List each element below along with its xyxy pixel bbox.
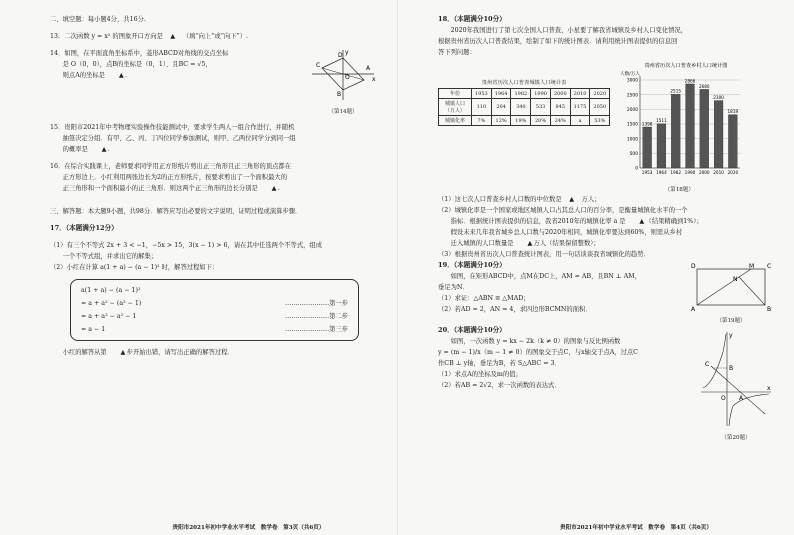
box-line-3: [81, 323, 348, 336]
bar-value-label: 2866: [684, 78, 696, 84]
table-cell: 7%: [472, 116, 492, 126]
q14-line-3: 则点A的坐标是 ▲.: [62, 72, 127, 79]
q18-part2-line4: [438, 238, 774, 249]
step-label: …………………第一步: [285, 300, 348, 307]
q14-text: 则点A的坐标是: [62, 72, 105, 79]
answer-blank: ▲: [271, 185, 277, 192]
table-cell: 110: [472, 99, 492, 116]
y-tick-label: 2500: [626, 93, 639, 99]
table-cell: 2000: [550, 89, 570, 99]
box-expr: = a + a² − (a² − 1): [81, 300, 142, 307]
label-A: A: [739, 395, 744, 402]
q17-part2: （2）小红在计算 a(1 + a) − (a − 1)² 时，解答过程如下：: [50, 264, 219, 271]
rural-chart-block: [618, 60, 744, 186]
table-cell: 53%: [590, 116, 610, 126]
x-tick-label: 1953: [641, 170, 653, 175]
q16-line-3: 正三角形和一个面积最小的正三角形．则这两个正三角形的边长分别是 ▲.: [62, 185, 280, 192]
rural-population-chart: [618, 60, 744, 182]
figure-19-caption: （第19题）: [716, 318, 746, 324]
table-row-urban-pop: [439, 99, 610, 116]
label-O: O: [345, 74, 350, 81]
q13-tail: （填“向上”或“向下”）.: [182, 33, 249, 40]
label-M: M: [749, 263, 755, 270]
q20-part2: （2）若AB = 2√2，求一次函数的表达式．: [438, 382, 561, 389]
step-label: …………………第二步: [285, 313, 348, 320]
table-cell: 1175: [570, 99, 590, 116]
table-cell: 20%: [531, 116, 551, 126]
q18-2-text2: 迁入城镇的人口数量是: [450, 240, 514, 247]
bar: [700, 89, 709, 168]
label-B: B: [767, 306, 772, 313]
bar: [657, 124, 666, 168]
q18-2-tail2: 万人（结果保留整数）；: [533, 240, 600, 247]
answer-blank: ▲: [639, 218, 645, 225]
q16-text: 正三角形和一个面积最小的正三角形．则这两个正三角形的边长分别是: [62, 185, 258, 192]
urban-population-table: [438, 88, 610, 126]
label-D: D: [691, 263, 696, 270]
section-2-heading: 二、填空题：每小题4分，共16分.: [50, 16, 146, 23]
box-expr: = a + a² − a² − 1: [81, 313, 137, 320]
answer-blank: ▲: [569, 196, 575, 203]
footer-page-3: 贵阳市2021年初中学业水平考试 数学卷 第3页（共6页）: [172, 525, 325, 531]
label-B: B: [337, 91, 342, 98]
q15-line-3: 的概率是 ▲.: [62, 146, 110, 153]
figure-20: [698, 330, 774, 442]
q18-2-text: 指标．根据统计图表提供的信息，我省2010年的城镇化率 a 是: [450, 218, 626, 225]
x-tick-label: 2020: [727, 170, 739, 175]
bar: [671, 94, 680, 168]
q19-line-2: 垂足为N．: [438, 284, 469, 291]
q20-line-3: 作CB ⊥ y轴，垂足为B，若 S△ABC = 3．: [438, 360, 561, 367]
q18-part2-line1: （2）城镇化率是一个国家或地区城镇人口占其总人口的百分率，是衡量城镇化水平的一个: [438, 207, 688, 214]
bar-value-label: 1398: [641, 121, 653, 127]
label-C: C: [705, 361, 710, 368]
label-x: x: [372, 76, 376, 83]
q20-line-2: y = (m − 1)/x（m − 1 ≠ 0）的图象交于点C，与x轴交于点A，过点C: [438, 349, 639, 356]
q18-intro-3: 答下列问题：: [438, 49, 476, 56]
section-3-heading: 三、解答题：本大题9小题，共98分．解答应写出必要的文字说明、证明过程或演算步骤．: [50, 208, 302, 215]
box-line-1: [81, 297, 348, 310]
question-14: [50, 48, 379, 116]
bar-value-label: 1819: [727, 109, 739, 115]
label-C: C: [767, 263, 772, 270]
rhombus-diagram: [308, 48, 378, 104]
answer-blank: ▲: [120, 349, 126, 356]
q20-heading: 20．（本题满分10分）: [438, 326, 506, 334]
box-expr: a(1 + a) − (a − 1)²: [81, 287, 141, 294]
rectangle-diagram: [689, 261, 773, 313]
figure-14-caption: （第14题）: [328, 109, 358, 115]
q13-text: 13．二次函数 y = x² 的图象开口方向是: [50, 33, 163, 40]
x-tick-label: 1964: [656, 170, 667, 175]
bar-value-label: 2680: [699, 83, 710, 89]
solution-box: [70, 279, 359, 341]
q18-1-text: （1）这七次人口普查乡村人口数的中位数是: [438, 196, 562, 203]
y-tick-label: 2000: [626, 107, 639, 113]
figure-20-caption: （第20题）: [721, 435, 751, 441]
label-D: D: [338, 52, 343, 59]
table-title: 贵州省历次人口普查城镇人口统计表: [481, 80, 567, 86]
bar: [686, 84, 695, 168]
table-row-header: [439, 89, 610, 99]
figure-18-caption: （第18题）: [664, 187, 694, 193]
label-x: x: [767, 385, 771, 392]
q18-heading: 18．（本题满分10分）: [438, 15, 506, 23]
box-line-0: [81, 284, 348, 297]
q19-line-1: 如图，在矩形ABCD中，点M在DC上，AM = AB，且BN ⊥ AM，: [450, 273, 642, 280]
y-tick-label: 1500: [626, 122, 639, 128]
urban-table-block: [438, 78, 610, 126]
q17-tail: [50, 347, 379, 358]
answer-blank: ▲: [101, 146, 107, 153]
q20-line-1: 如图，一次函数 y = kx − 2k（k ≠ 0）的图象与反比例函数: [450, 338, 621, 345]
question-13: [50, 31, 379, 42]
q18-part1: [438, 194, 774, 205]
bar-value-label: 2300: [713, 95, 725, 101]
q19-heading: 19．（本题满分10分）: [438, 261, 506, 269]
table-cell: 城镇人口（万人）: [439, 99, 472, 116]
q17-tail-text2: 步开始出错，请写出正确的解答过程．: [126, 349, 234, 356]
page-4: [397, 0, 794, 535]
q18-2-tail: （结果精确到1%）；: [645, 218, 703, 225]
table-cell: 城镇化率: [439, 116, 472, 126]
label-C: C: [316, 62, 321, 69]
table-cell: 1982: [511, 89, 531, 99]
chart-y-unit: 人数/万人: [620, 72, 641, 77]
bar: [729, 115, 738, 168]
x-tick-label: 2000: [699, 170, 710, 175]
q18-1-tail: 万人；: [581, 196, 601, 203]
table-cell: 年份: [439, 89, 472, 99]
q15-line-1: 15．贵阳市2021年中考物理实验操作技能测试中，要求学生两人一组合作进行，并随机: [50, 124, 295, 131]
table-cell: 2020: [590, 89, 610, 99]
q17-part1-line1: （1）有三个不等式 2x + 3 < −1，−5x > 15，3(x − 1) > 6，请在其中任选两个不等式，组成: [50, 242, 323, 249]
chart-title: 贵州省历次人口普查乡村人口统计图: [644, 63, 728, 69]
label-O: O: [721, 395, 726, 402]
step-label: …………………第三步: [285, 326, 348, 333]
table-cell: 2050: [590, 99, 610, 116]
x-tick-label: 1982: [670, 170, 682, 175]
bar-value-label: 2515: [670, 88, 682, 94]
q15-text: 的概率是: [62, 146, 88, 153]
bar: [643, 127, 652, 168]
y-tick-label: 500: [629, 151, 639, 157]
q16-line-2: 正方形边上．小红利用两张边长为2的正方形纸片，按要求剪出了一个面积最大的: [62, 174, 287, 181]
q14-line-2: 是 O（0，0），点B的坐标是（0，1），且BC = √5，: [62, 61, 212, 68]
table-cell: 12%: [491, 116, 511, 126]
answer-blank: ▲: [170, 33, 176, 40]
figure-18: [438, 60, 774, 186]
x-tick-label: 1990: [684, 170, 696, 175]
table-cell: 19%: [511, 116, 531, 126]
q17-heading: 17．（本题满分12分）: [50, 224, 118, 232]
figure-19: [688, 261, 774, 325]
q20-part1: （1）求点A的坐标及m的值；: [438, 371, 522, 378]
y-tick-label: 3000: [626, 78, 639, 84]
q17-tail-text: 小红的解答从第: [62, 349, 107, 356]
label-N: N: [733, 276, 738, 283]
table-cell: a: [570, 116, 590, 126]
table-cell: 24%: [550, 116, 570, 126]
box-line-2: [81, 310, 348, 323]
y-tick-label: 0: [635, 166, 639, 172]
table-row-urban-rate: [439, 116, 610, 126]
answer-blank: ▲: [527, 240, 533, 247]
function-graph: [699, 330, 773, 430]
question-20: [438, 332, 774, 442]
q18-intro-1: 2020年我国进行了第七次全国人口普查，小星要了解我省城镇及乡村人口变化情况，: [450, 27, 688, 34]
table-cell: 1964: [491, 89, 511, 99]
q18-part3: （3）根据贵州省历次人口普查统计图表，用一句话谈谈我省城镇化的趋势．: [438, 251, 650, 258]
table-cell: 204: [491, 99, 511, 116]
q17-part1-line2: 一个不等式组，并求出它的解集；: [62, 253, 158, 260]
label-y: y: [345, 49, 349, 56]
q19-part1: （1）求证：△ABN ≌ △MAD；: [438, 295, 530, 302]
answer-blank: ▲: [118, 72, 124, 79]
label-A: A: [366, 65, 371, 72]
q18-intro-2: 根据贵州省历次人口普查结果，绘制了如下的统计图表．请利用统计图表提供的信息回: [438, 38, 678, 45]
bar-value-label: 1511: [656, 118, 667, 124]
x-tick-label: 2010: [713, 170, 725, 175]
table-cell: 1990: [531, 89, 551, 99]
table-cell: 533: [531, 99, 551, 116]
q16-line-1: 16．在综合实践课上，老师要求同学用正方形纸片剪出正三角形且正三角形的顶点都在: [50, 163, 291, 170]
footer-page-4: 贵阳市2021年初中学业水平考试 数学卷 第4页（共6页）: [559, 525, 712, 531]
table-cell: 2010: [570, 89, 590, 99]
q18-part2-line3: 假设未来几年我省城乡总人口数与2020年相同，城镇化率要达到60%，则需从乡村: [450, 229, 683, 236]
label-y: y: [729, 332, 733, 339]
bar: [714, 101, 723, 168]
y-tick-label: 1000: [626, 137, 639, 143]
table-cell: 340: [511, 99, 531, 116]
q15-line-2: 抽签决定分组．有甲、乙、丙、丁四位同学参加测试，则甲、乙两位同学分到同一组: [62, 135, 296, 142]
figure-14: [307, 48, 379, 116]
label-A: A: [691, 306, 696, 313]
table-cell: 1953: [472, 89, 492, 99]
q14-line-1: 14．如图，在平面直角坐标系中，菱形ABCD对角线的交点坐标: [50, 50, 229, 57]
table-cell: 845: [550, 99, 570, 116]
box-expr: = a − 1: [81, 326, 106, 333]
q18-part2-line2: [438, 216, 774, 227]
label-B: B: [729, 365, 734, 372]
q19-part2: （2）若AD = 2，AN = 4，求四边形BCMN的面积．: [438, 306, 592, 313]
